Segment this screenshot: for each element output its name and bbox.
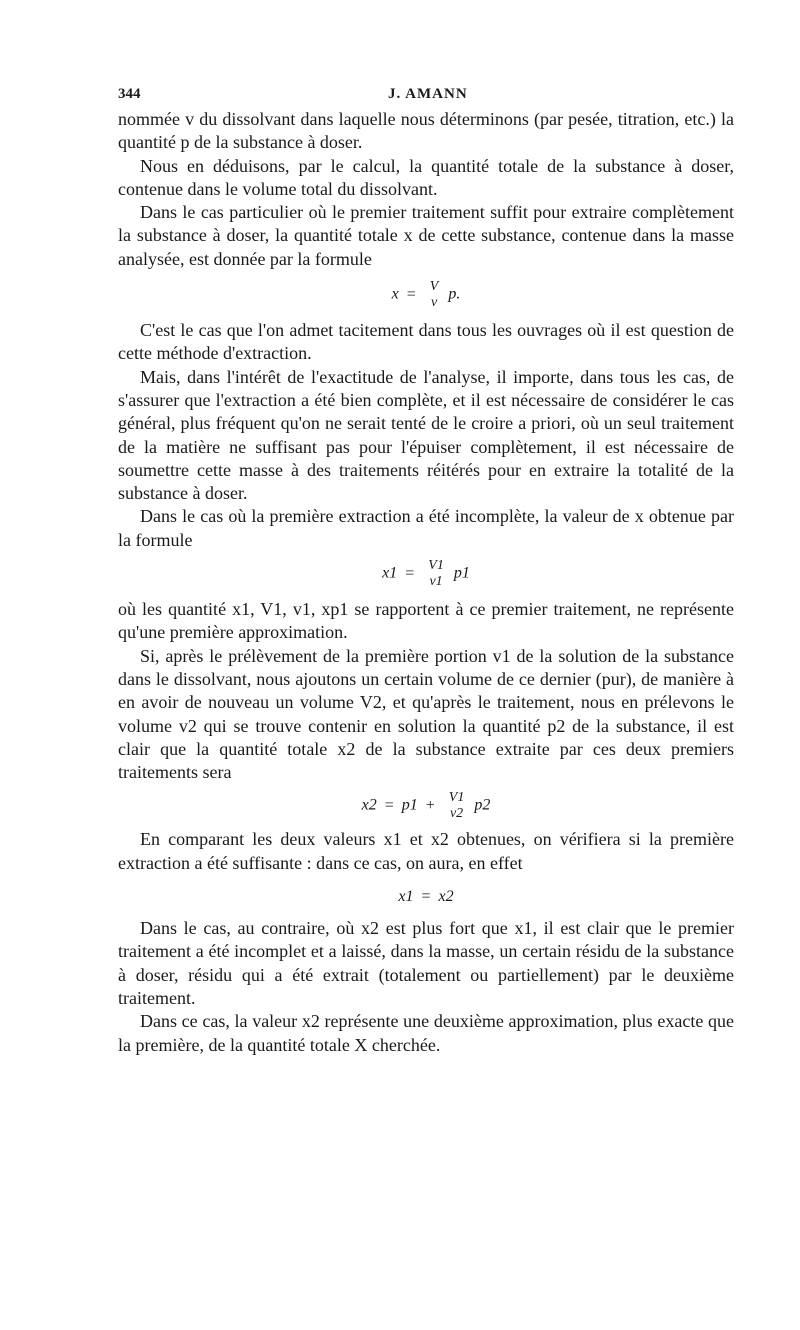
fraction [430,279,439,311]
fraction [449,790,465,822]
paragraph: Dans ce cas, la valeur x2 représente une deuxième approximation, plus exacte que la première, de la quantité totale X cherchée. [118,1011,734,1055]
paragraph: C'est le cas que l'on admet tacitement dans tous les ouvrages où il est question de cette méthode d'extraction. [118,320,734,364]
formula-3 [118,790,734,822]
fraction-numerator: V1 [448,790,465,806]
formula-equals: = [405,564,415,582]
document-page [118,80,734,1057]
page-number: 344 [118,86,141,102]
paragraph: Dans le cas particulier où le premier traitement suffit pour extraire complètement la substance à doser, la quantité totale x de cette substance, contenue dans la masse analysée, est donnée par la formule [118,202,734,269]
fraction-denominator: v2 [449,806,464,822]
fraction-numerator: V [429,279,439,295]
formula-lhs: x1 [398,888,414,906]
formula-equals: = [384,797,394,815]
running-head-author: J. AMANN [388,86,468,102]
formula-equals: = [406,285,416,303]
formula-4 [118,889,734,905]
fraction [428,558,444,590]
paragraph: En comparant les deux valeurs x1 et x2 obtenues, on vérifiera si la première extraction a été suffisante : dans ce cas, on aura, en effet [118,829,734,873]
paragraph: Dans le cas, au contraire, où x2 est plus fort que x1, il est clair que le premier traitement a été incomplet et a laissé, dans la masse, un certain résidu de la substance à doser, résidu qui a été extrait (totalement ou partiellement) par le deuxième traitement. [118,918,734,1008]
paragraph: nommée v du dissolvant dans laquelle nous déterminons (par pesée, titration, etc.) la quantité p de la substance à doser. [118,109,734,153]
formula-rhs: x2 [438,888,454,906]
paragraph: où les quantité x1, V1, v1, xp1 se rapportent à ce premier traitement, ne représente qu'une première approximation. [118,599,734,643]
formula-lhs: x [391,285,399,303]
formula-lhs: x1 [382,564,398,582]
formula-rhs: p. [448,285,461,303]
formula-plus: + [425,797,435,815]
formula-2 [118,558,734,590]
formula-lhs: x2 [361,797,377,815]
paragraph: Si, après le prélèvement de la première portion v1 de la solution de la substance dans le dissolvant, nous ajoutons un certain volume de ce dernier (pur), de manière à en avoir de nouveau un volume V2, et qu'après le traitement, nous en prélevons le volume v2 qui se trouve contenir en solution la quantité p2 de la substance, il est clair que la quantité totale x2 de la substance extraite par ces deux premiers traitements sera [118,645,734,783]
paragraph: Nous en déduisons, par le calcul, la quantité totale de la substance à doser, contenue dans le volume total du dissolvant. [118,155,734,199]
formula-term: p1 [401,797,418,815]
fraction-denominator: v [430,295,438,311]
running-header [118,80,734,108]
formula-equals: = [421,888,431,906]
fraction-numerator: V1 [428,558,444,574]
formula-1 [118,279,734,311]
fraction-denominator: v1 [429,574,443,590]
paragraph: Dans le cas où la première extraction a été incomplète, la valeur de x obtenue par la formule [118,506,734,550]
formula-rhs: p2 [474,797,491,815]
paragraph: Mais, dans l'intérêt de l'exactitude de l'analyse, il importe, dans tous les cas, de s'assurer que l'extraction a été bien complète, et il est nécessaire de considérer le cas général, plus fréquent qu'on ne serait tenté de le croire a priori, où un seul traitement de la matière ne suffisant pas pour l'épuiser complètement, il est nécessaire de soumettre cette masse à des traitements réitérés pour en extraire la totalité de la substance à doser. [118,366,734,504]
formula-rhs: p1 [453,564,470,582]
